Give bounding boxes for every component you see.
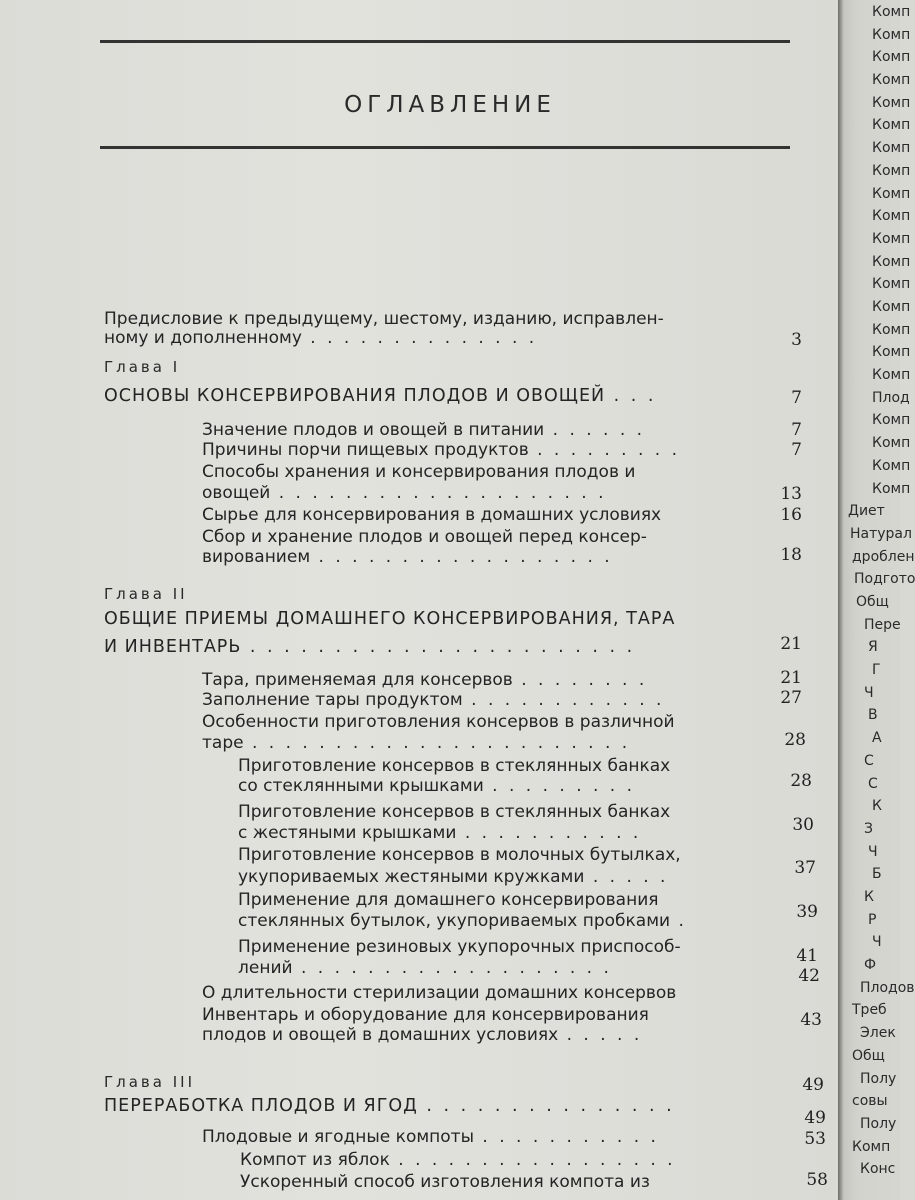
facing-page-fragment: Элек [860,1025,896,1042]
facing-page-fragment: Комп [872,72,911,89]
facing-page-fragment: Комп [872,344,911,361]
facing-page-fragment: Комп [872,321,911,338]
toc-line: Компот из яблок . . . . . . . . . . . . . . . . . [240,1150,676,1170]
toc-line: таре . . . . . . . . . . . . . . . . . . . . . . . [202,733,631,753]
toc-line: Приготовление консервов в стеклянных банках [238,756,671,776]
toc-line: Сырье для консервирования в домашних условиях [202,505,662,525]
facing-page-fragment: Комп [872,480,911,497]
facing-page-fragment: Б [872,866,882,883]
facing-page-fragment: Плодов [860,979,915,996]
facing-page-fragment: Комп [852,1138,891,1155]
facing-page-fragment: К [864,889,874,905]
toc-page-number: 49 [804,1108,826,1128]
facing-page-fragment: Комп [872,230,911,247]
facing-page-fragment: Ч [872,934,882,951]
facing-page-fragment: Полу [860,1070,897,1087]
toc-page-number: 28 [790,771,812,791]
toc-page-number: 49 [802,1075,824,1095]
toc-line: вированием . . . . . . . . . . . . . . . . . . [202,547,613,567]
toc-line: овощей . . . . . . . . . . . . . . . . . . . . [202,483,607,503]
toc-page-number: 39 [796,902,818,922]
toc-line: Предисловие к предыдущему, шестому, изданию, исправлен- [104,309,664,329]
facing-page-fragment: Комп [872,49,911,66]
toc-page-number: 7 [791,420,802,440]
facing-page-fragment: Комп [872,185,911,202]
facing-page-fragment: Г [872,662,881,679]
toc-page-number: 53 [804,1129,826,1149]
facing-page-fragment: Комп [872,140,911,157]
toc-line: О длительности стерилизации домашних консервов [202,983,677,1003]
facing-page-fragment: Комп [872,117,911,134]
facing-page-fragment: Комп [872,208,911,225]
toc-page-number: 41 [796,946,818,966]
toc-line: ному и дополненному . . . . . . . . . . . . . . [104,328,538,348]
toc-page-number: 21 [780,634,802,654]
toc-line: Значение плодов и овощей в питании . . . . . . [202,420,646,440]
facing-page-fragment: Плод [872,389,910,406]
facing-page-fragment: дроблен [852,548,915,565]
toc-page-number: 42 [798,966,820,986]
facing-page-fragment: А [872,730,882,747]
toc-line: Приготовление консервов в молочных бутылках, [238,845,681,865]
chapter-heading: Глава I [104,358,181,376]
facing-page-fragment: Пере [864,616,901,633]
toc-page-number: 58 [806,1170,828,1190]
toc-page-number: 7 [791,388,802,408]
chapter-title: ОСНОВЫ КОНСЕРВИРОВАНИЯ ПЛОДОВ И ОВОЩЕЙ . . . [104,386,657,406]
toc-line: Особенности приготовления консервов в различной [202,712,675,732]
facing-page-fragment: совы [852,1093,888,1110]
facing-page-fragment: Треб [852,1002,887,1019]
facing-page-fragment: Конс [860,1161,896,1178]
facing-page-fragment: Подгото [854,571,915,588]
facing-page-edge [838,0,915,1200]
toc-line: с жестяными крышками . . . . . . . . . . . [238,823,642,843]
toc-line: Ускоренный способ изготовления компота из [240,1172,650,1192]
toc-page-number: 13 [780,484,802,504]
facing-page-fragment: В [868,707,878,724]
facing-page-fragment: Комп [872,412,911,429]
facing-page-fragment: Комп [872,253,911,270]
top-rule [100,40,790,43]
toc-line: Применение для домашнего консервирования [238,890,659,910]
toc-page-number: 28 [784,730,806,750]
facing-page-fragment: С [868,775,878,792]
facing-page-fragment: Комп [872,26,911,43]
facing-page-fragment: Полу [860,1115,897,1132]
page-title: ОГЛАВЛЕНИЕ [344,92,556,118]
toc-line: Сбор и хранение плодов и овощей перед консер- [202,527,647,547]
facing-page-fragment: З [864,820,873,837]
toc-line: Причины порчи пищевых продуктов . . . . . . . . . [202,440,680,460]
toc-line: Заполнение тары продуктом . . . . . . . . . . . . [202,690,665,710]
toc-page-number: 16 [780,505,802,525]
facing-page-fragment: Общ [852,1047,885,1064]
chapter-heading: Глава III [104,1073,195,1091]
toc-line: стеклянных бутылок, укупориваемых пробками . [238,911,687,931]
toc-page-number: 21 [780,668,802,688]
facing-page-fragment: Комп [872,435,911,452]
chapter-title: ПЕРЕРАБОТКА ПЛОДОВ И ЯГОД . . . . . . . . . . . . . . . [104,1096,675,1116]
toc-page-number: 7 [791,440,802,460]
facing-page-fragment: К [872,798,882,815]
toc-page-number: 43 [800,1010,822,1030]
toc-line: укупориваемых жестяными кружками . . . . . [238,867,669,887]
toc-page-number: 27 [780,688,802,708]
chapter-title: И ИНВЕНТАРЬ . . . . . . . . . . . . . . . . . . . . . . . [104,637,636,657]
toc-line: со стеклянными крышками . . . . . . . . . [238,776,636,796]
facing-page-fragment: Комп [872,276,911,293]
toc-line: Инвентарь и оборудование для консервирования [202,1005,649,1025]
facing-page-fragment: Диет [848,503,885,520]
toc-line: лений . . . . . . . . . . . . . . . . . . . [238,958,612,978]
facing-page-fragment: Комп [872,4,911,20]
facing-page-fragment: Р [868,911,877,928]
facing-page-fragment: Ф [864,957,877,974]
toc-page-number: 18 [780,545,802,565]
toc-line: Тара, применяемая для консервов . . . . . . . . [202,670,648,690]
toc-line: Приготовление консервов в стеклянных банках [238,802,671,822]
facing-page-fragment: Общ [856,594,889,610]
facing-page-fragment: Комп [872,94,911,111]
toc-line: плодов и овощей в домашних условиях . . . . . [202,1025,643,1045]
facing-page-fragment: Я [868,639,878,656]
toc-line: Применение резиновых укупорочных приспособ- [238,937,681,957]
facing-page-fragment: Комп [872,299,911,315]
chapter-title: ОБЩИЕ ПРИЕМЫ ДОМАШНЕГО КОНСЕРВИРОВАНИЯ, ТАРА [104,609,676,629]
facing-page-fragment: Комп [872,162,911,179]
toc-page-number: 30 [792,815,814,835]
facing-page-fragment: Натурал [850,525,912,542]
chapter-heading: Глава II [104,585,188,603]
toc-line: Плодовые и ягодные компоты . . . . . . . . . . . [202,1127,659,1147]
facing-page-fragment: Ч [864,684,874,701]
toc-page-number: 37 [794,858,816,878]
toc-page-number: 3 [791,330,802,350]
facing-page-fragment: Комп [872,457,911,474]
title-rule [100,146,790,149]
facing-page-fragment: Комп [872,367,911,384]
facing-page-fragment: Ч [868,843,878,860]
facing-page-fragment: С [864,752,874,769]
toc-line: Способы хранения и консервирования плодов и [202,462,636,482]
